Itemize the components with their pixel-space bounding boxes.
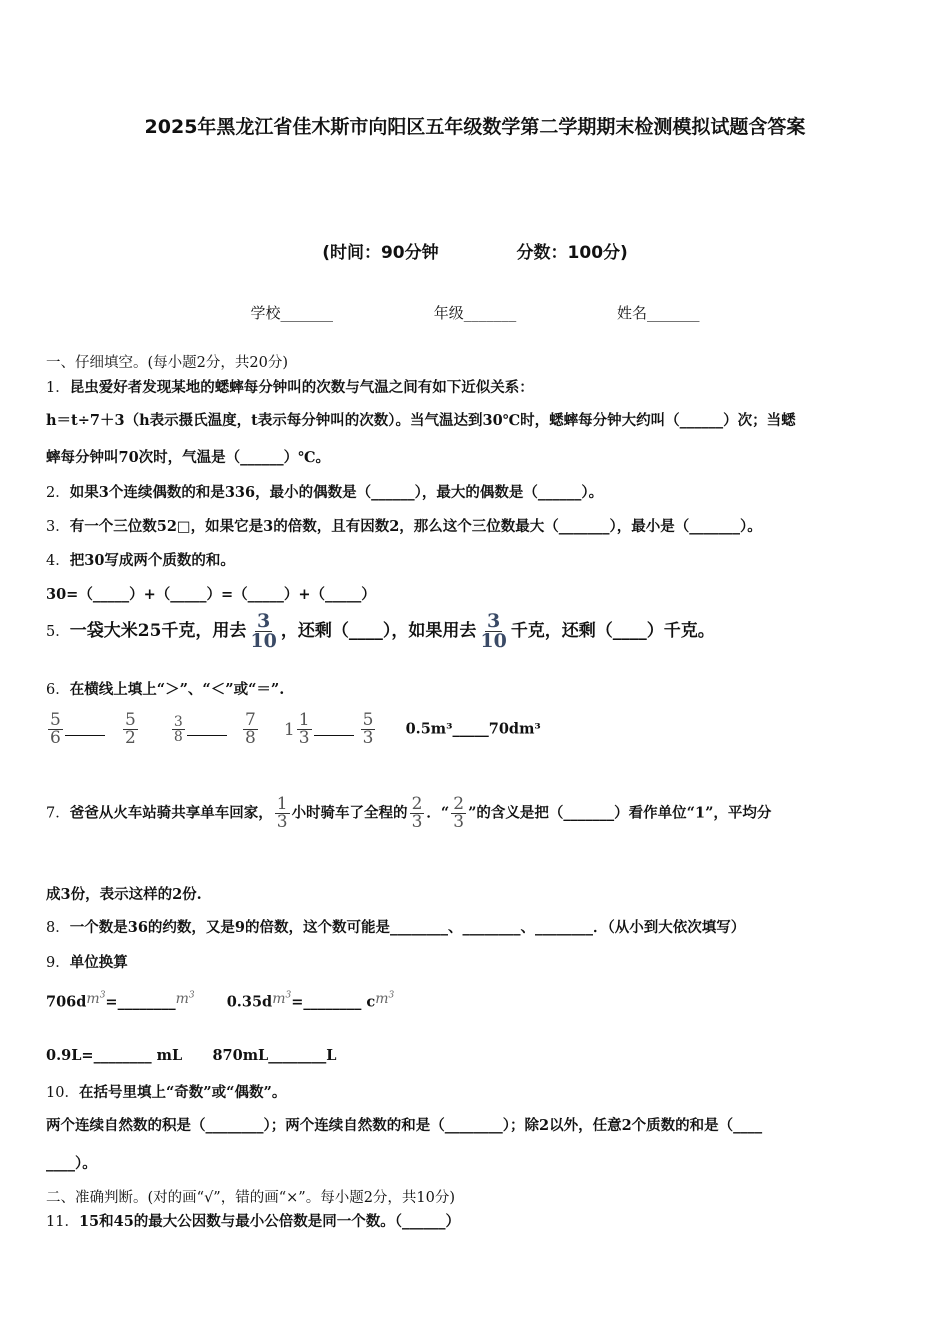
question-9: [46, 951, 128, 972]
question-2: [46, 481, 603, 502]
unit-exponent: 3: [188, 990, 195, 1000]
question-7-line-2: 成3份，表示这样的2份.: [46, 886, 202, 903]
cubic-meter-unit: [176, 991, 195, 1007]
comparison-blank: [187, 721, 227, 736]
numerator: 3: [486, 610, 501, 632]
question-text: 在括号里填上“奇数”或“偶数”。: [78, 1084, 287, 1101]
denominator: 10: [480, 630, 507, 652]
question-number: 8．: [46, 920, 70, 936]
comparison-blank: [65, 721, 105, 736]
question-text: 在横线上填上“＞”、“＜”或“＝”.: [69, 681, 285, 698]
numerator: 5: [362, 710, 374, 730]
exam-score: 分数：100分): [516, 243, 628, 263]
denominator: 3: [453, 812, 465, 832]
numerator: 5: [50, 710, 61, 730]
name-field: 姓名_______: [617, 304, 700, 322]
conversion-a-value: 706d: [46, 993, 87, 1011]
comparison-blank: [314, 721, 354, 736]
conversion-a-blank: =________: [105, 993, 176, 1011]
grade-field: 年级_______: [433, 304, 517, 322]
question-number: 10．: [46, 1085, 79, 1101]
question-text: 昆虫爱好者发现某地的蟋蟀每分钟叫的次数与气温之间有如下近似关系：: [69, 379, 534, 396]
fraction-5-6: [48, 712, 63, 747]
question-4-line-2: 30=（_____）+（_____）=（_____）+（_____）: [46, 586, 376, 603]
unit-letter: m: [175, 990, 189, 1007]
student-info: [0, 302, 950, 323]
question-number: 1．: [46, 380, 70, 396]
unit-exponent: 3: [285, 990, 292, 1000]
mixed-number-1-1-3: [284, 712, 314, 747]
cubic-meter-unit: [272, 991, 291, 1007]
fraction-2-3: [410, 796, 425, 831]
question-11: [46, 1210, 460, 1231]
question-number: 11．: [46, 1214, 79, 1230]
fraction-three-tenths: [248, 612, 278, 651]
denominator: 3: [298, 728, 310, 748]
question-10-line-2: 两个连续自然数的积是（________）；两个连续自然数的和是（________）；除2以外，任意2个质数的和是（____: [46, 1117, 763, 1134]
cubic-meter-unit: [375, 991, 394, 1007]
question-text: 把30写成两个质数的和。: [69, 552, 235, 569]
question-text-part-3: ．“: [426, 804, 450, 822]
question-4: [46, 549, 235, 570]
question-6-comparisons: [46, 712, 541, 747]
unit-exponent: 3: [99, 990, 106, 1000]
question-number: 2．: [46, 485, 70, 501]
question-6: [46, 678, 284, 699]
exam-time: (时间：90分钟: [322, 243, 439, 263]
numerator: 3: [173, 714, 183, 730]
fraction-3-8: [172, 715, 185, 744]
question-number: 3．: [46, 519, 70, 535]
question-10-line-3: ____）。: [46, 1155, 97, 1172]
numerator: 5: [124, 710, 136, 730]
question-1: [46, 376, 534, 397]
question-1-line-2: h＝t÷7＋3（h表示摄氏温度，t表示每分钟叫的次数）。当气温达到30℃时，蟋蟀每分钟大约叫（______）次；当蟋: [46, 412, 796, 429]
question-text-part-4: ”的含义是把（_______）看作单位“1”，平均分: [468, 804, 772, 822]
fraction-2-3: [451, 796, 466, 831]
question-1-line-3: 蟀每分钟叫70次时，气温是（______）℃。: [46, 449, 331, 466]
question-number: 5．: [46, 624, 70, 640]
denominator: 3: [362, 728, 374, 748]
whole-part: 1: [283, 719, 295, 740]
question-text-part-1: 一袋大米25千克，用去: [69, 621, 247, 641]
question-number: 9．: [46, 955, 70, 971]
document-title: 2025年黑龙江省佳木斯市向阳区五年级数学第二学期期末检测模拟试题含答案: [144, 116, 806, 138]
denominator: 6: [50, 728, 61, 748]
unit-letter: m: [375, 990, 389, 1007]
question-text-part-2: 小时骑车了全程的: [291, 804, 408, 822]
question-text-part-3: 千克，还剩（____）千克。: [510, 621, 715, 641]
school-field: 学校_______: [250, 304, 333, 322]
conversion-b-blank: =________ c: [291, 993, 376, 1011]
unit-letter: m: [272, 990, 286, 1007]
numerator: 1: [276, 794, 288, 814]
conversion-b-value: 0.35d: [226, 993, 273, 1011]
unit-exponent: 3: [388, 990, 395, 1000]
exam-meta: [0, 238, 950, 263]
fraction-7-8: [243, 712, 258, 747]
section-2-heading: 二、准确判断。(对的画“√”，错的画“×”。每小题2分，共10分): [46, 1190, 456, 1206]
question-text: 如果3个连续偶数的和是336，最小的偶数是（______），最大的偶数是（______）。: [69, 484, 604, 501]
question-text-part-2: ，还剩（____），如果用去: [280, 621, 477, 641]
question-number: 7．: [46, 805, 70, 822]
question-text-part-1: 爸爸从火车站骑共享单车回家，: [69, 804, 273, 822]
cubic-meter-unit: [86, 991, 105, 1007]
denominator: 8: [173, 729, 183, 745]
fraction-three-tenths: [478, 612, 508, 651]
numerator: 1: [298, 710, 310, 730]
question-text: 一个数是36的约数，又是9的倍数，这个数可能是________、________、________．（从小到大依次填写）: [69, 919, 746, 936]
question-number: 6．: [46, 682, 70, 698]
numerator: 7: [244, 710, 256, 730]
denominator: 3: [411, 812, 423, 832]
question-8: [46, 916, 745, 937]
unit-letter: m: [86, 990, 100, 1007]
numerator: 2: [411, 794, 423, 814]
fraction-1-3: [275, 796, 290, 831]
unit-comparison: 0.5m³_____70dm³: [405, 720, 541, 738]
numerator: 2: [453, 794, 465, 814]
question-7: [46, 796, 771, 831]
question-text: 单位换算: [69, 954, 128, 971]
question-10: [46, 1081, 286, 1102]
question-number: 4．: [46, 553, 70, 569]
denominator: 3: [276, 812, 288, 832]
question-text: 有一个三位数52□，如果它是3的倍数，且有因数2，那么这个三位数最大（_______），最小是（_______）。: [69, 518, 762, 535]
question-3: [46, 515, 762, 536]
question-9-line-3: 0.9L=________ mL 870mL________L: [46, 1047, 337, 1064]
denominator: 2: [124, 728, 136, 748]
question-9-line-2: [46, 990, 394, 1011]
denominator: 10: [250, 630, 277, 652]
numerator: 3: [257, 610, 271, 632]
question-text: 15和45的最大公因数与最小公倍数是同一个数。（______）: [78, 1213, 461, 1230]
denominator: 8: [244, 728, 256, 748]
fraction-1-3: [297, 712, 312, 747]
fraction-5-2: [123, 712, 138, 747]
fraction-5-3: [361, 712, 376, 747]
section-1-heading: 一、仔细填空。(每小题2分，共20分): [46, 355, 288, 371]
question-5: [46, 612, 715, 651]
